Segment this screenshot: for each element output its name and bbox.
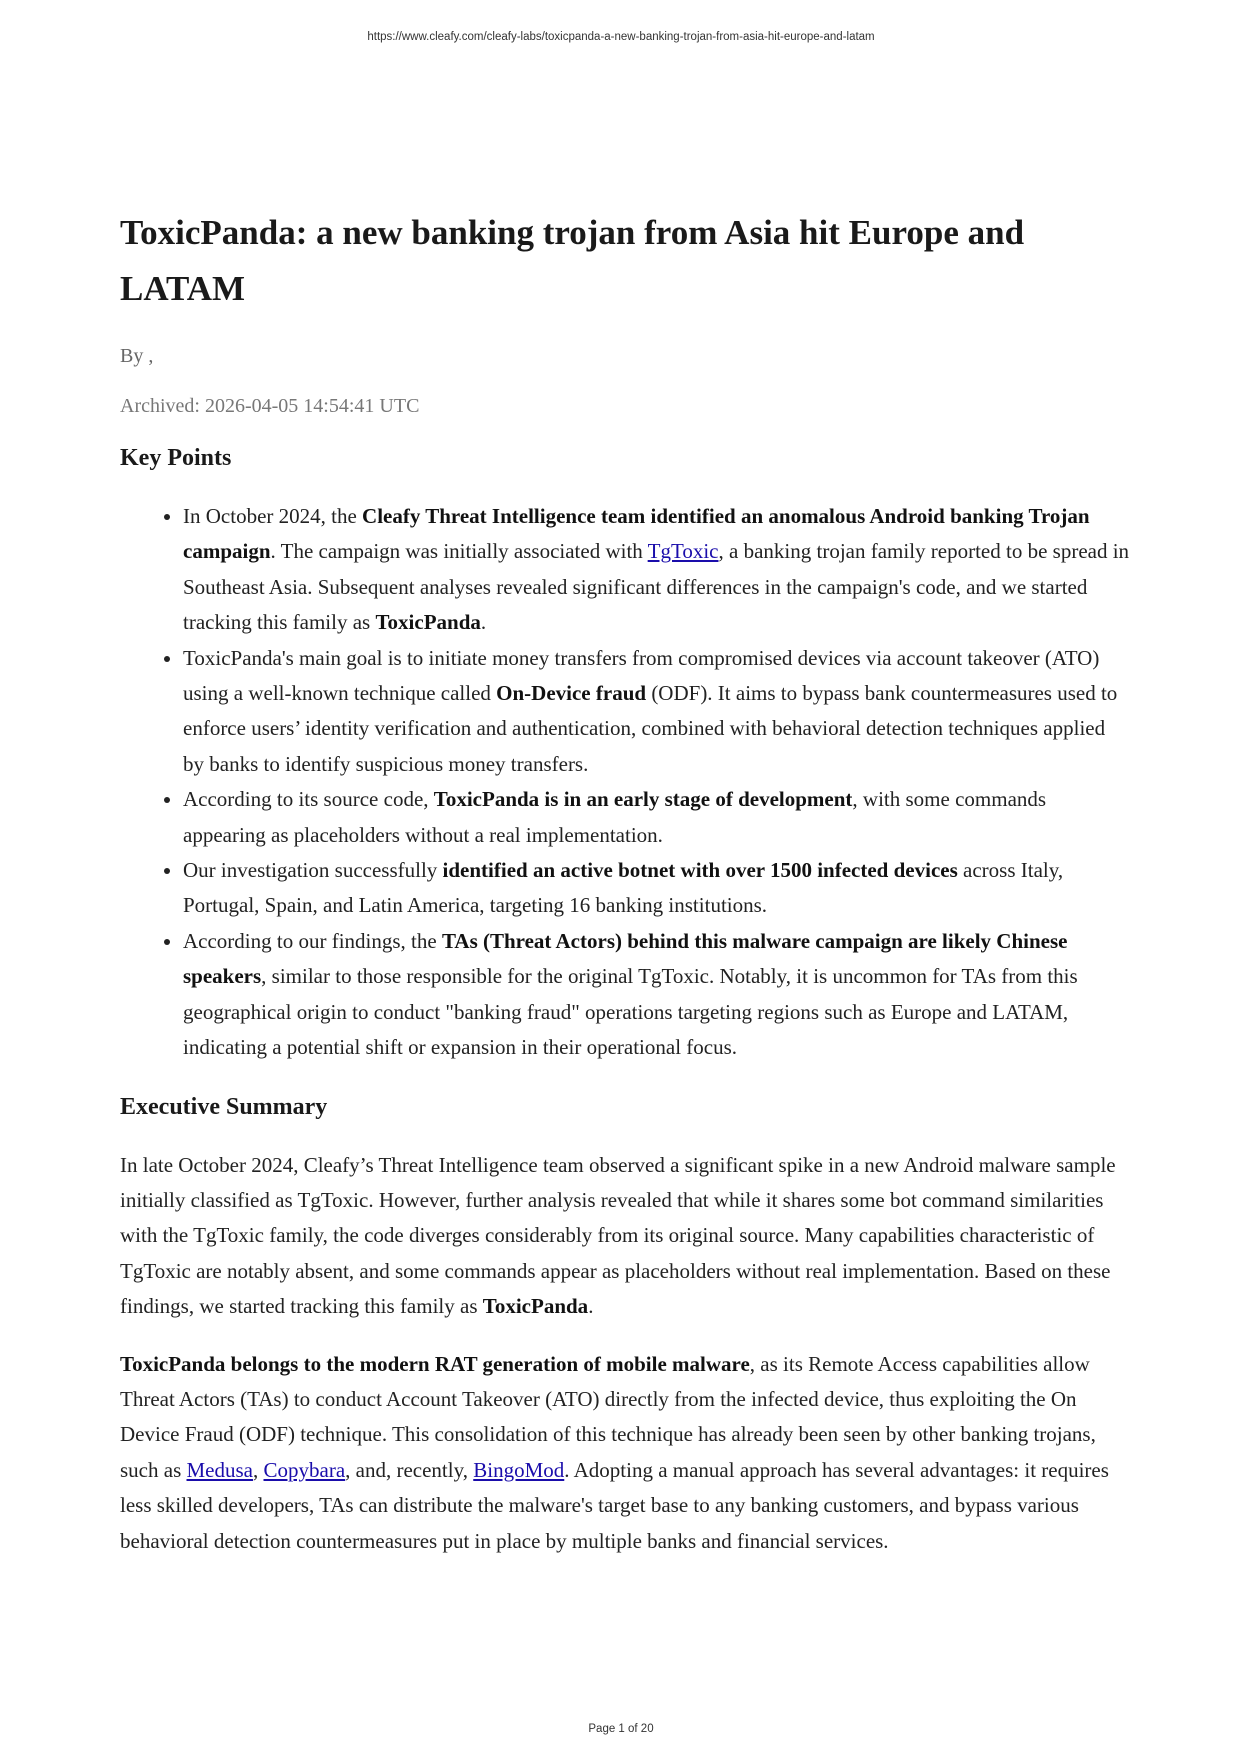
page-number: Page 1 of 20	[588, 1723, 654, 1735]
executive-summary-heading: Executive Summary	[120, 1093, 328, 1120]
summary-paragraph-2: ToxicPanda belongs to the modern RAT generation of mobile malware, as its Remote Access capabilities allow Threat Actors (TAs) to conduct Account Takeover (ATO) directly from the infected device, thus exploiting the On Device Fraud (ODF) technique. This consolidation of this technique has already been seen by other banking trojans, such as Medusa, Copybara, and, recently, BingoMod. Adopting a manual approach has several advantages: it requires less skilled developers, TAs can distribute the malware's target base to any banking customers, and bypass various behavioral detection countermeasures put in place by multiple banks and financial services.	[120, 1351, 1109, 1553]
tgtoxic-link[interactable]: TgToxic	[647, 539, 719, 564]
article-title: ToxicPanda: a new banking trojan from Asia hit Europe and LATAM	[120, 213, 1025, 308]
copybara-link[interactable]: Copybara	[263, 1457, 346, 1482]
key-points-list	[120, 499, 1130, 1066]
article-byline: By ,	[120, 345, 154, 367]
key-points-heading: Key Points	[120, 445, 232, 471]
archived-timestamp: Archived: 2026-04-05 14:54:41 UTC	[120, 395, 420, 417]
summary-paragraph-1: In late October 2024, Cleafy’s Threat Intelligence team observed a significant spike in a new Android malware sample initially classified as TgToxic. However, further analysis revealed that while it shares some bot command similarities with the TgToxic family, the code diverges considerably from its original source. Many capabilities characteristic of TgToxic are notably absent, and some commands appear as placeholders without real implementation. Based on these findings, we started tracking this family as ToxicPanda.	[120, 1152, 1116, 1319]
list-item: • ToxicPanda's main goal is to initiate money transfers from compromised devices via account takeover (ATO) using a well-known technique called On-Device fraud (ODF). It aims to bypass bank countermeasures used to enforce users’ identity verification and authentication, combined with behavioral detection techniques applied by banks to identify suspicious money transfers.	[183, 641, 1130, 783]
list-item: • Our investigation successfully identified an active botnet with over 1500 infected devices across Italy, Portugal, Spain, and Latin America, targeting 16 banking institutions.	[183, 853, 1130, 924]
list-item: • According to our findings, the TAs (Threat Actors) behind this malware campaign are likely Chinese speakers, similar to those responsible for the original TgToxic. Notably, it is uncommon for TAs from this geographical origin to conduct "banking fraud" operations targeting regions such as Europe and LATAM, indicating a potential shift or expansion in their operational focus.	[183, 924, 1130, 1066]
list-item: • According to its source code, ToxicPanda is in an early stage of development, with some commands appearing as placeholders without a real implementation.	[183, 782, 1130, 853]
page-url-header: https://www.cleafy.com/cleafy-labs/toxicpanda-a-new-banking-trojan-from-asia-hit-europe-and-latam	[367, 31, 875, 43]
bingomod-link[interactable]: BingoMod	[473, 1457, 565, 1482]
article-content	[120, 205, 1130, 1581]
list-item: • In October 2024, the Cleafy Threat Intelligence team identified an anomalous Android banking Trojan campaign. The campaign was initially associated with TgToxic, a banking trojan family reported to be spread in Southeast Asia. Subsequent analyses revealed significant differences in the campaign's code, and we started tracking this family as ToxicPanda.	[183, 499, 1130, 641]
medusa-link[interactable]: Medusa	[186, 1457, 253, 1482]
